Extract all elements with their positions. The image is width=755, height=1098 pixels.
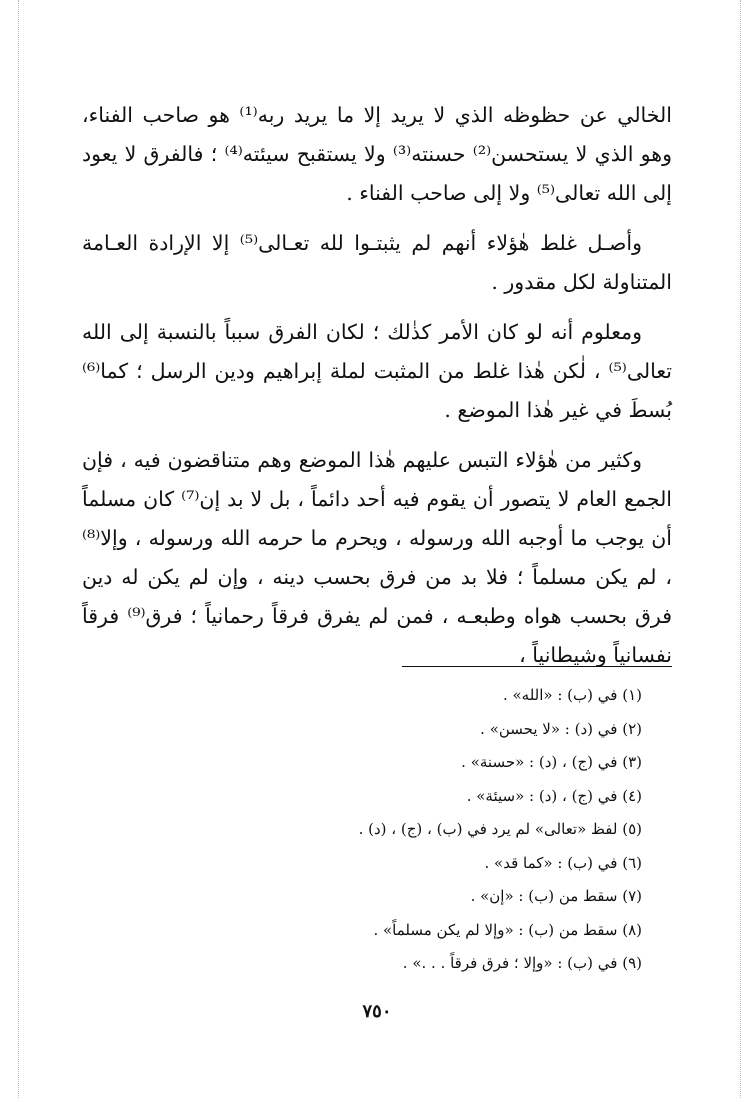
footnote-9: (٩) في (ب) : «وإلا ؛ فرق فرقاً . . .» . xyxy=(402,954,642,972)
main-text xyxy=(82,96,672,675)
scan-edge-left xyxy=(18,0,19,1098)
footnote-2: (٢) في (د) : «لا يحسن» . xyxy=(480,719,642,738)
footnote-8: (٨) سقط من (ب) : «وإلا لم يكن مسلماً» . xyxy=(373,920,642,939)
book-page xyxy=(82,96,672,1036)
footnote-4: (٤) في (ج) ، (د) : «سيئة» . xyxy=(466,786,642,805)
footnote-7: (٧) سقط من (ب) : «إن» . xyxy=(470,887,642,905)
paragraph-1: الخالي عن حظوظه الذي لا يريد إلا ما يريد ربه⁽¹⁾ هو صاحب الفناء، وهو الذي لا يستحسن⁽²⁾ حسنته⁽³⁾ ولا يستقبح سيئته⁽⁴⁾ ؛ فالفرق لا يعود إلى الله تعالى⁽⁵⁾ ولا إلى صاحب الفناء . xyxy=(82,103,672,205)
footnote-divider xyxy=(402,666,672,667)
footnote-3: (٣) في (ج) ، (د) : «حسنة» . xyxy=(461,753,642,771)
scan-edge-right xyxy=(740,0,741,1098)
paragraph-2: وأصـل غلط هٰؤلاء أنهم لم يثبتـوا لله تعـالى⁽⁵⁾ إلا الإرادة العـامة المتناولة لكل مقدور . xyxy=(82,231,672,294)
footnote-5: (٥) لفظ «تعالى» لم يرد في (ب) ، (ج) ، (د) . xyxy=(358,820,642,838)
paragraph-4: وكثير من هٰؤلاء التبس عليهم هٰذا الموضع وهم متناقضون فيه ، فإن الجمع العام لا يتصور أن يقوم فيه أحد دائماً ، بل لا بد إن⁽⁷⁾ كان مسلماً أن يوجب ما أوجبه الله ورسوله ، ويحرم ما حرمه الله ورسوله ، وإلا⁽⁸⁾ ، لم يكن مسلماً ؛ فلا بد من فرق بحسب دينه ، وإن لم يكن له دين فرق بحسب هواه وطبعـه ، فمن لم يفرق فرقاً رحمانياً ؛ فرق⁽⁹⁾ فرقاً نفسانياً وشيطانياً ، xyxy=(82,448,673,667)
footnotes xyxy=(82,679,642,981)
page-number: ٧٥٠ xyxy=(362,1001,392,1022)
footnote-1: (١) في (ب) : «الله» . xyxy=(502,686,642,704)
paragraph-3: ومعلوم أنه لو كان الأمر كذٰلك ؛ لكان الفرق سبباً بالنسبة إلى الله تعالى⁽⁵⁾ ، لٰكن هٰذا غلط من المثبت لملة إبراهيم ودين الرسل ؛ كما⁽⁶⁾ بُسطَ في غير هٰذا الموضع . xyxy=(82,320,672,422)
footnote-6: (٦) في (ب) : «كما قد» . xyxy=(484,853,642,872)
